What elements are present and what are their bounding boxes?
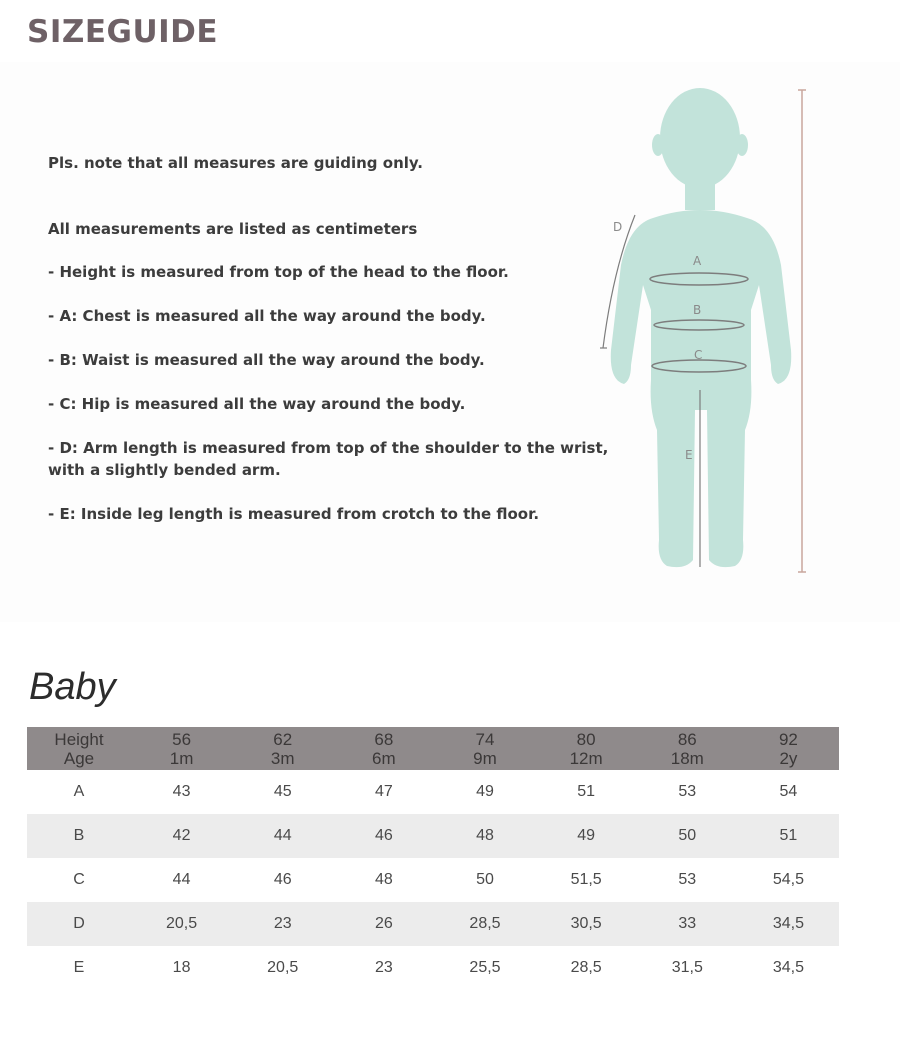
label-c: C [694, 348, 703, 362]
table-cell: 49 [577, 827, 596, 844]
header-cell [333, 727, 434, 770]
table-header [27, 727, 839, 770]
child-silhouette [611, 88, 791, 567]
row-label: D [73, 915, 85, 932]
note-arm-length: - D: Arm length is measured from top of the shoulder to the wrist, [48, 439, 609, 457]
table-cell: 28,5 [570, 959, 602, 976]
table-cell: 51,5 [570, 871, 602, 888]
header-age: 6m [372, 748, 396, 768]
table-cell: 50 [476, 871, 494, 888]
note-inside-leg: - E: Inside leg length is measured from crotch to the floor. [48, 505, 540, 523]
table-cell: 20,5 [166, 915, 198, 932]
child-body-illustration [595, 80, 815, 580]
table-row [27, 770, 839, 814]
table-cell: 49 [476, 783, 494, 800]
note-chest: - A: Chest is measured all the way around the body. [48, 307, 486, 325]
header-cell [637, 727, 738, 770]
header-age: 3m [270, 748, 295, 768]
row-label: C [73, 871, 85, 888]
section-title: Baby [29, 666, 116, 708]
header-height: 68 [374, 729, 394, 749]
table-cell: 46 [273, 871, 292, 888]
table-row [27, 902, 839, 946]
table-cell: 44 [273, 827, 292, 844]
table-cell: 23 [273, 915, 292, 932]
table-cell: 53 [678, 871, 697, 888]
table-cell: 28,5 [469, 915, 501, 932]
header-age: 1m [169, 748, 194, 768]
table-cell: 46 [374, 827, 393, 844]
table-cell: 34,5 [772, 959, 804, 976]
table-cell: 54 [779, 783, 798, 800]
note-waist: - B: Waist is measured all the way around the body. [48, 351, 485, 369]
table-cell: 53 [678, 783, 697, 800]
table-row [27, 946, 839, 990]
header-height: 92 [778, 729, 798, 749]
header-height: 86 [677, 729, 697, 749]
table-cell: 18 [172, 959, 191, 976]
note-arm-length-cont: with a slightly bended arm. [48, 461, 281, 479]
header-cell [536, 727, 637, 770]
table-cell: 23 [374, 959, 393, 976]
header-cell [131, 727, 232, 770]
header-label-cell [27, 727, 131, 770]
table-cell: 20,5 [267, 959, 299, 976]
table-cell: 25,5 [469, 959, 501, 976]
header-age-label: Age [63, 748, 95, 768]
header-height: 56 [172, 729, 192, 749]
header-age: 18m [670, 748, 704, 768]
table-cell: 48 [476, 827, 494, 844]
table-cell: 26 [374, 915, 393, 932]
size-table [27, 727, 839, 990]
table-row [27, 814, 839, 858]
table-cell: 54,5 [772, 871, 804, 888]
table-cell: 47 [374, 783, 393, 800]
label-a: A [693, 254, 702, 268]
header-age: 12m [569, 748, 603, 768]
note-hip: - C: Hip is measured all the way around the body. [48, 395, 466, 413]
row-label: E [73, 959, 85, 976]
label-d: D [613, 220, 623, 234]
header-height: 74 [475, 729, 495, 749]
row-label: A [73, 783, 85, 800]
table-cell: 45 [273, 783, 292, 800]
header-height-label: Height [54, 729, 104, 749]
page-title: SIZEGUIDE [27, 14, 219, 50]
row-label: B [73, 827, 85, 844]
header-age: 2y [779, 748, 798, 768]
table-cell: 48 [374, 871, 393, 888]
table-cell: 33 [678, 915, 697, 932]
header-height: 62 [273, 729, 293, 749]
table-row [27, 858, 839, 902]
header-cell [434, 727, 535, 770]
table-cell: 42 [172, 827, 191, 844]
header-cell [738, 727, 839, 770]
table-cell: 50 [678, 827, 697, 844]
note-units: All measurements are listed as centimeters [48, 220, 418, 238]
header-cell [232, 727, 333, 770]
note-height: - Height is measured from top of the head to the floor. [48, 263, 509, 281]
table-cell: 34,5 [772, 915, 804, 932]
table-cell: 30,5 [570, 915, 602, 932]
header-height: 80 [576, 729, 596, 749]
note-disclaimer: Pls. note that all measures are guiding only. [48, 154, 423, 172]
label-b: B [693, 303, 702, 317]
label-e: E [685, 448, 693, 462]
table-cell: 51 [577, 783, 596, 800]
table-cell: 51 [779, 827, 798, 844]
table-cell: 31,5 [671, 959, 703, 976]
table-cell: 43 [172, 783, 191, 800]
header-age: 9m [473, 748, 497, 768]
table-cell: 44 [172, 871, 191, 888]
